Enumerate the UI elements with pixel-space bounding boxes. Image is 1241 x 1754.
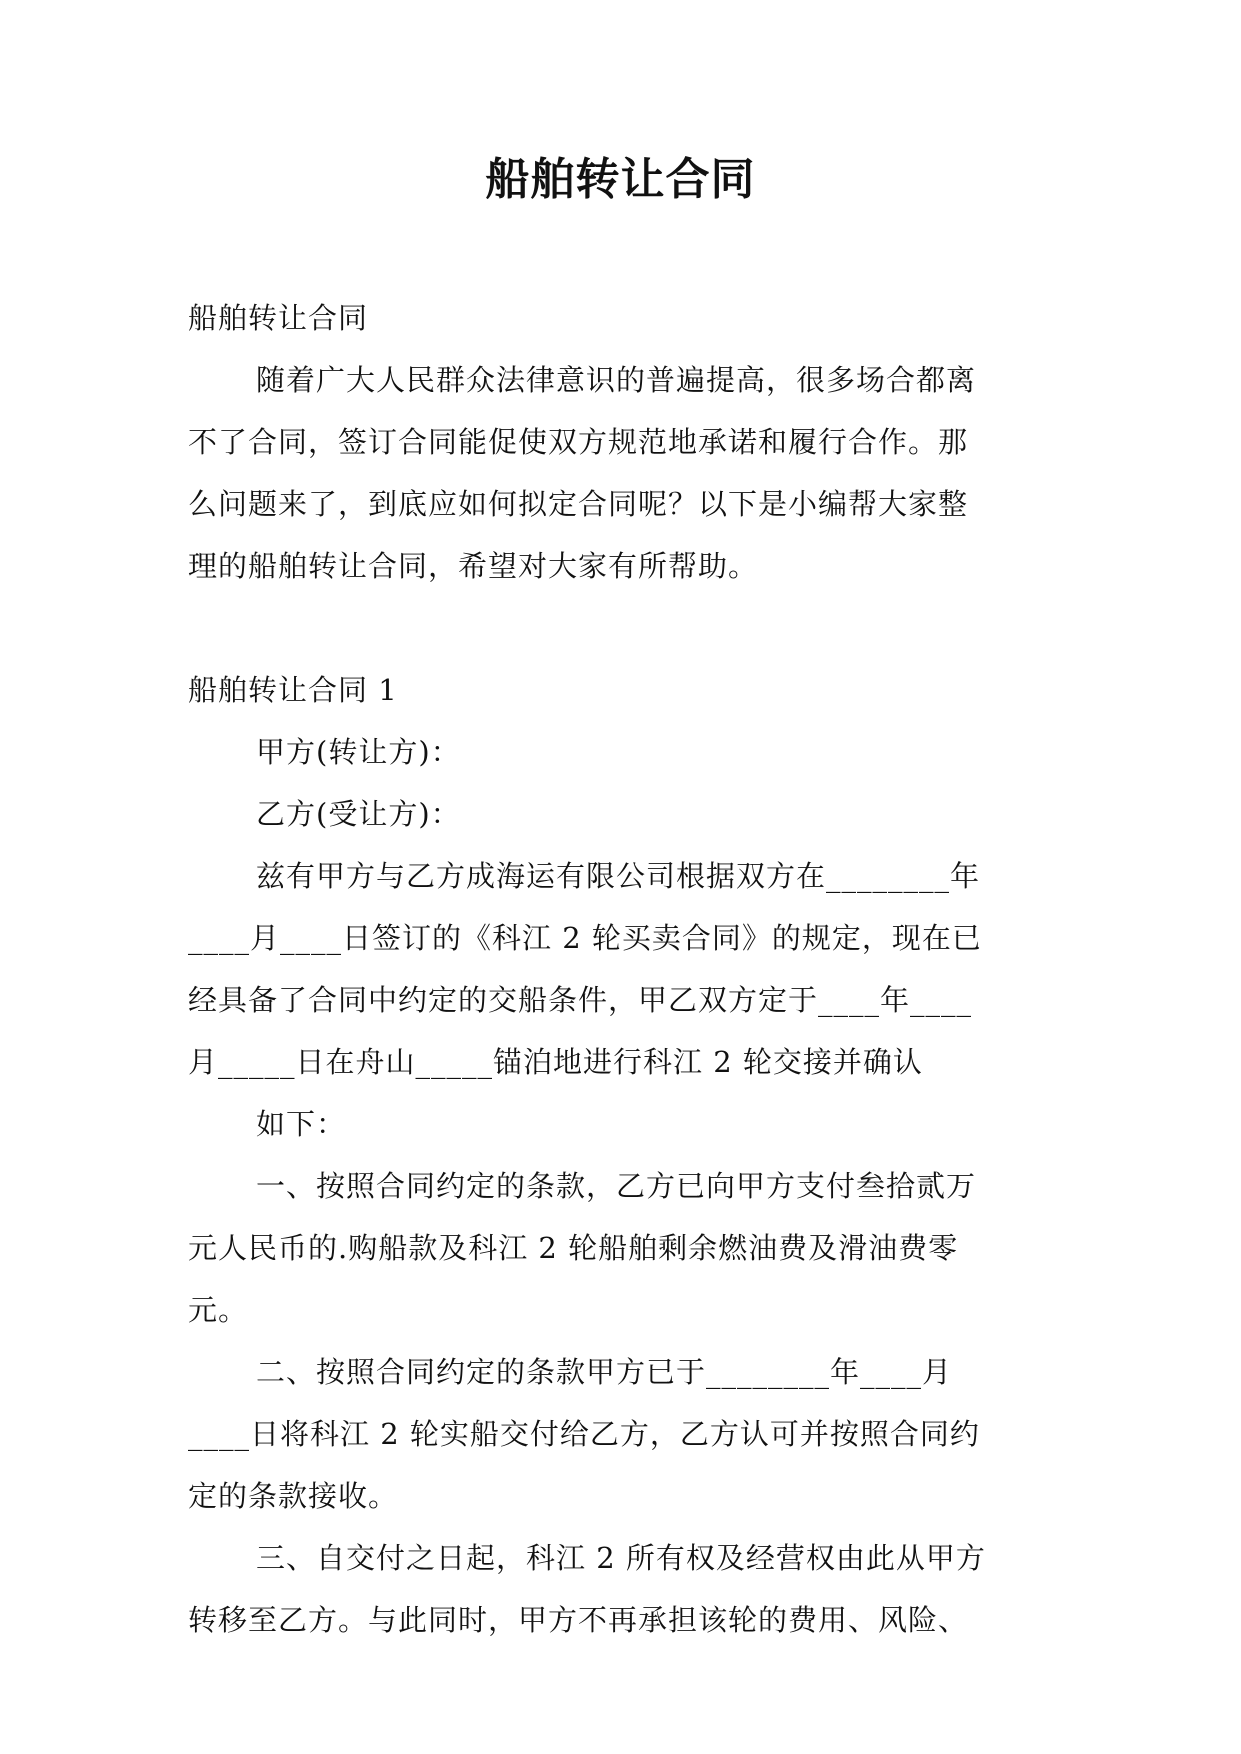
subtitle-line: 船舶转让合同 [188,301,369,335]
preamble-line-2: ____月____日签订的《科江 2 轮买卖合同》的规定，现在已 [188,921,982,955]
preamble-line-1: 兹有甲方与乙方成海运有限公司根据双方在________年 [256,859,981,893]
party-a-line: 甲方(转让方)： [256,735,461,769]
party-b-line: 乙方(受让方)： [256,797,461,831]
preamble-line-3: 经具备了合同中约定的交船条件，甲乙双方定于____年____ [188,983,973,1017]
preamble-line-5: 如下： [256,1107,347,1141]
clause-2-line-2: ____日将科江 2 轮实船交付给乙方，乙方认可并按照合同约 [188,1417,980,1451]
blank-gap [188,597,1060,659]
preamble-line-4: 月_____日在舟山_____锚泊地进行科江 2 轮交接并确认 [188,1045,923,1079]
intro-line-3: 么问题来了，到底应如何拟定合同呢？以下是小编帮大家整 [188,487,969,521]
clause-3-line-2: 转移至乙方。与此同时，甲方不再承担该轮的费用、风险、 [188,1603,969,1637]
clause-3-line-1: 三、自交付之日起，科江 2 所有权及经营权由此从甲方 [256,1541,986,1575]
document-title: 船舶转让合同 [485,154,756,205]
intro-line-4: 理的船舶转让合同，希望对大家有所帮助。 [188,549,759,583]
document-body [188,287,1060,1651]
intro-line-2: 不了合同，签订合同能促使双方规范地承诺和履行合作。那 [188,425,969,459]
intro-line-1: 随着广大人民群众法律意识的普遍提高，很多场合都离 [256,363,977,397]
clause-2-line-3: 定的条款接收。 [188,1479,399,1513]
clause-1-line-1: 一、按照合同约定的条款，乙方已向甲方支付叁拾贰万 [256,1169,977,1203]
clause-1-line-2: 元人民币的.购船款及科江 2 轮船舶剩余燃油费及滑油费零 [188,1231,959,1265]
clause-2-line-1: 二、按照合同约定的条款甲方已于________年____月 [256,1355,953,1389]
clause-1-line-3: 元。 [188,1293,249,1327]
section-heading: 船舶转让合同 1 [188,673,398,707]
